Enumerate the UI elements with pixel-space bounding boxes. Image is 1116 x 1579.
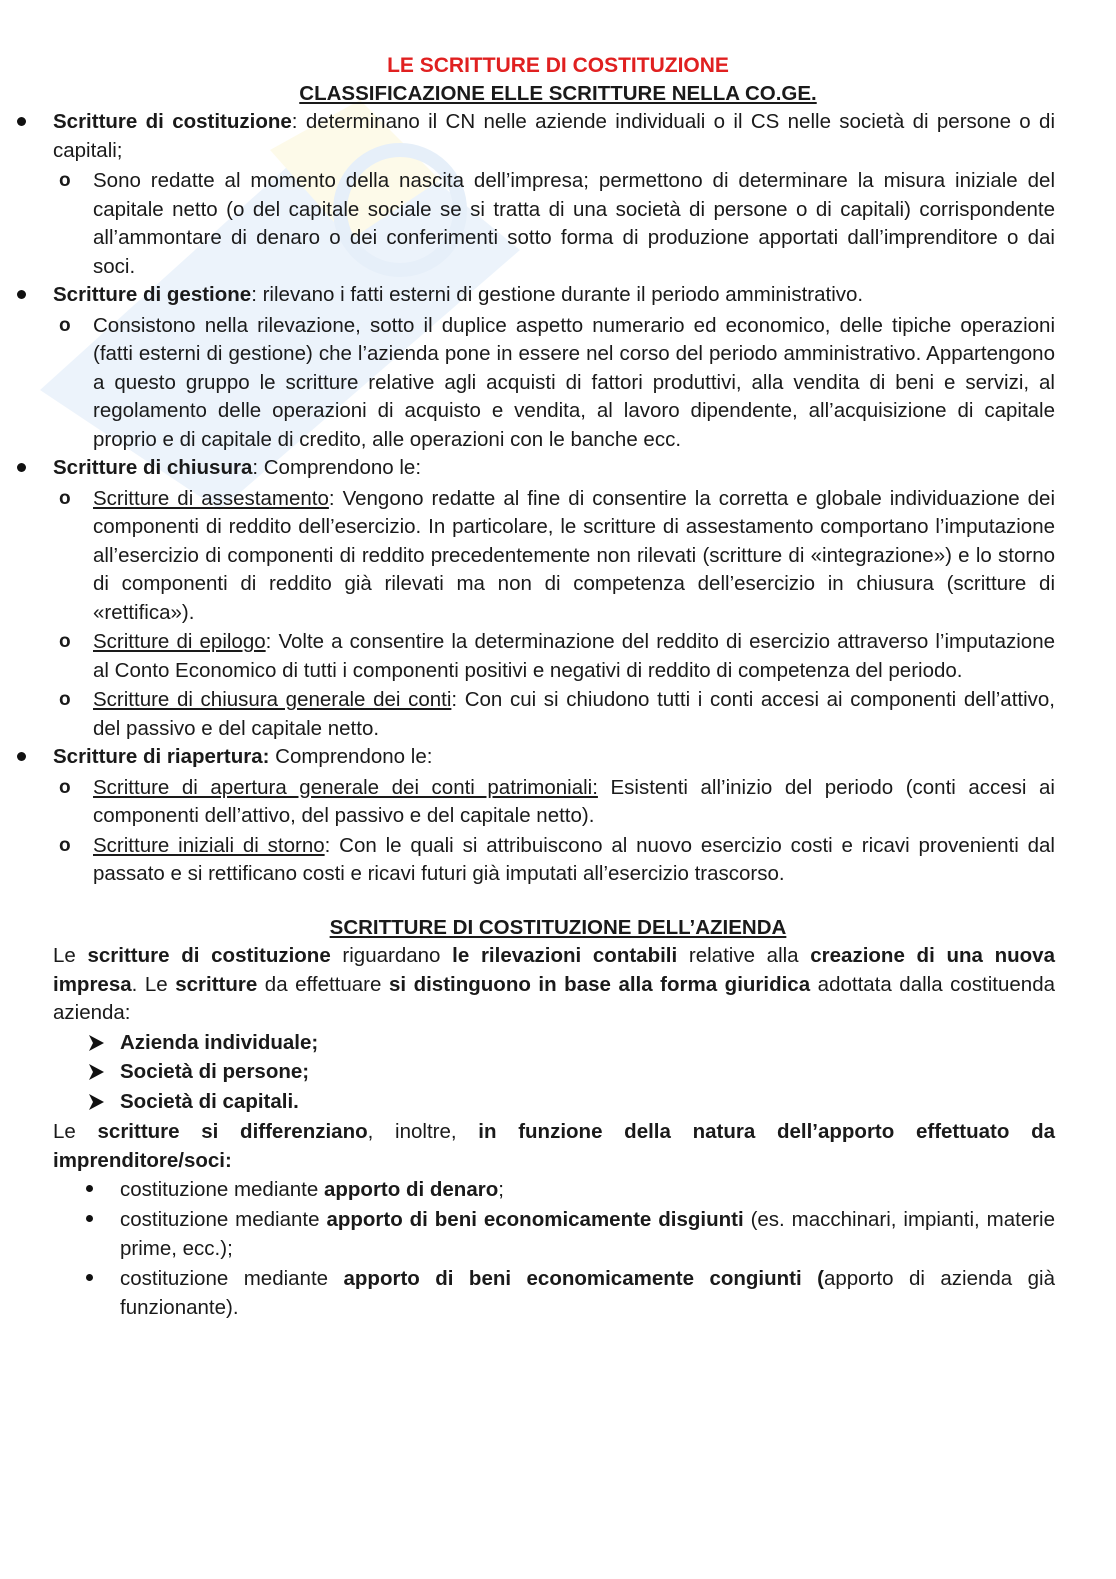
text-run: costituzione mediante <box>120 1178 324 1201</box>
sub-item-label: Scritture di chiusura generale dei conti <box>93 688 452 711</box>
item-heading: Scritture di riapertura: <box>53 745 270 768</box>
circle-bullet-icon: o <box>59 776 71 798</box>
bold-run: in funzione della natura dell’apporto effettuato da imprenditore/soci: <box>53 1120 1055 1172</box>
contribution-item <box>120 1264 1055 1323</box>
bullet-icon <box>17 743 31 771</box>
bold-run: scritture <box>175 972 258 996</box>
bullet-icon <box>17 454 31 482</box>
contribution-item <box>120 1205 1055 1264</box>
sub-list-item <box>59 485 1055 628</box>
circle-bullet-icon: o <box>59 689 71 710</box>
sub-item-text: Sono redatte al momento della nascita dell’impresa; permettono di determinare la misura iniziale del capitale netto (o del capitale sociale se si tratta di una società di persone o di capitali) corrispondente all’ammontare di denaro o dei conferimenti sotto forma di produzione apportati dall’imprenditore o dai soci. <box>93 169 1055 278</box>
bold-run: scritture di costituzione <box>87 944 331 967</box>
bold-run: le rilevazioni contabili <box>452 944 678 967</box>
list-item <box>53 108 1055 165</box>
bold-run: scritture si differenziano <box>97 1120 368 1143</box>
sub-list-item <box>59 774 1055 831</box>
arrow-bullet-icon <box>87 1028 107 1057</box>
sub-item-label: Scritture di assestamento <box>93 486 329 510</box>
intro-paragraph <box>53 942 1055 1028</box>
contribution-item <box>120 1175 1055 1205</box>
sub-item-text: : Volte a consentire la determinazione del reddito di esercizio attraverso l’imputazione al Conto Economico di tutti i componenti positivi e negativi di reddito di competenza del periodo. <box>93 630 1055 682</box>
sub-item-label: Scritture di apertura generale dei conti patrimoniali: <box>93 775 598 799</box>
legal-form-item <box>120 1057 1050 1087</box>
circle-bullet-icon: o <box>59 631 71 652</box>
item-text: : determinano il CN nelle aziende individuali o il CS nelle società di persone o di capitali; <box>53 110 1055 162</box>
bold-run: apporto di beni economicamente congiunti ( <box>343 1266 824 1290</box>
circle-bullet-icon: o <box>59 834 71 856</box>
legal-form-item <box>120 1087 1050 1117</box>
sub-item-text: : Vengono redatte al fine di consentire la corretta e globale individuazione dei componenti di reddito dell’esercizio. In particolare, le scritture di assestamento comportano l’imputazione all’esercizio di componenti di reddito precedentemente non rilevati (scritture di «integrazione») e lo storno di componenti di reddito già rilevati ma non di competenza dell’esercizio in chiusura (scritture di «rettifica»). <box>93 486 1055 624</box>
bullet-icon <box>86 1175 96 1204</box>
bold-run: si distinguono in base alla forma giuridica <box>388 972 811 996</box>
bullet-icon <box>17 281 31 309</box>
list-item <box>53 281 1055 310</box>
text-run: adottata dalla costituenda azienda: <box>53 972 1056 1024</box>
legal-form-label: Azienda individuale; <box>120 1030 319 1054</box>
circle-bullet-icon: o <box>59 170 71 191</box>
text-run: . Le <box>131 972 176 996</box>
text-run: costituzione mediante <box>120 1207 327 1231</box>
contribution-paragraph <box>53 1118 1055 1175</box>
list-item <box>53 743 1055 772</box>
text-run: ; <box>498 1178 504 1201</box>
bold-run: apporto di denaro <box>323 1178 499 1201</box>
section-title: SCRITTURE DI COSTITUZIONE DELL’AZIENDA <box>329 915 787 939</box>
text-run: relative alla <box>677 944 811 967</box>
sub-list-item <box>59 628 1055 685</box>
item-text: : rilevano i fatti esterni di gestione durante il periodo amministrativo. <box>251 283 864 306</box>
sub-item-label: Scritture di epilogo <box>93 630 266 653</box>
text-run: da effettuare <box>257 972 389 996</box>
document-subtitle: CLASSIFICAZIONE ELLE SCRITTURE NELLA CO.GE. <box>299 82 817 105</box>
circle-bullet-icon: o <box>59 314 71 336</box>
item-heading: Scritture di costituzione <box>53 110 292 133</box>
legal-form-item <box>120 1028 1050 1058</box>
bold-run: creazione di una nuova impresa <box>53 944 1055 996</box>
document-title: LE SCRITTURE DI COSTITUZIONE <box>387 54 729 77</box>
text-run: (es. macchinari, impianti, materie prime, ecc.); <box>120 1207 1056 1260</box>
text-run: , inoltre, <box>367 1120 479 1143</box>
document-body <box>0 52 1116 1323</box>
sub-list-item <box>59 312 1055 455</box>
sub-list-item <box>59 167 1055 281</box>
text-run: Le <box>53 1120 98 1143</box>
legal-form-label: Società di persone; <box>120 1060 310 1083</box>
text-run: apporto di azienda già funzionante). <box>120 1266 1055 1319</box>
sub-item-label: Scritture iniziali di storno <box>93 833 325 857</box>
sub-item-text: Consistono nella rilevazione, sotto il duplice aspetto numerario ed economico, delle tipiche operazioni (fatti esterni di gestione) che l’azienda pone in essere nel corso del periodo amministrativo. Appartengono a questo gruppo le scritture relative agli acquisti di fattori produttivi, alla vendita di beni e servizi, al regolamento delle operazioni di acquisto e vendita, al lavoro dipendente, all’acquisizione di capitale proprio e di capitale di credito, alle operazioni con le banche ecc. <box>93 313 1055 451</box>
item-heading: Scritture di chiusura <box>53 456 253 479</box>
bullet-icon <box>86 1205 96 1234</box>
item-text: Comprendono le: <box>269 745 433 768</box>
text-run: costituzione mediante <box>120 1266 344 1290</box>
circle-bullet-icon: o <box>59 487 71 509</box>
sub-item-text: : Con cui si chiudono tutti i conti accesi ai componenti dell’attivo, del passivo e del capitale netto. <box>93 688 1055 740</box>
arrow-bullet-icon <box>87 1087 107 1116</box>
bold-run: apporto di beni economicamente disgiunti <box>326 1207 744 1231</box>
sub-item-text: Esistenti all’inizio del periodo (conti accesi ai componenti dell’attivo, del passivo e del capitale netto). <box>93 775 1055 827</box>
list-item <box>53 454 1055 483</box>
sub-item-text: : Con le quali si attribuiscono al nuovo esercizio costi e ricavi provenienti dal passato e si rettificano costi e ricavi futuri già imputati all’esercizio trascorso. <box>93 833 1055 885</box>
arrow-bullet-icon <box>87 1057 107 1086</box>
item-text: : Comprendono le: <box>252 456 422 479</box>
legal-form-label: Società di capitali. <box>120 1089 299 1113</box>
sub-list-item <box>59 686 1055 743</box>
sub-list-item <box>59 832 1055 889</box>
text-run: Le <box>53 944 88 967</box>
item-heading: Scritture di gestione <box>53 283 252 306</box>
text-run: riguardano <box>330 944 453 967</box>
bullet-icon <box>17 108 31 136</box>
bullet-icon <box>86 1264 96 1293</box>
